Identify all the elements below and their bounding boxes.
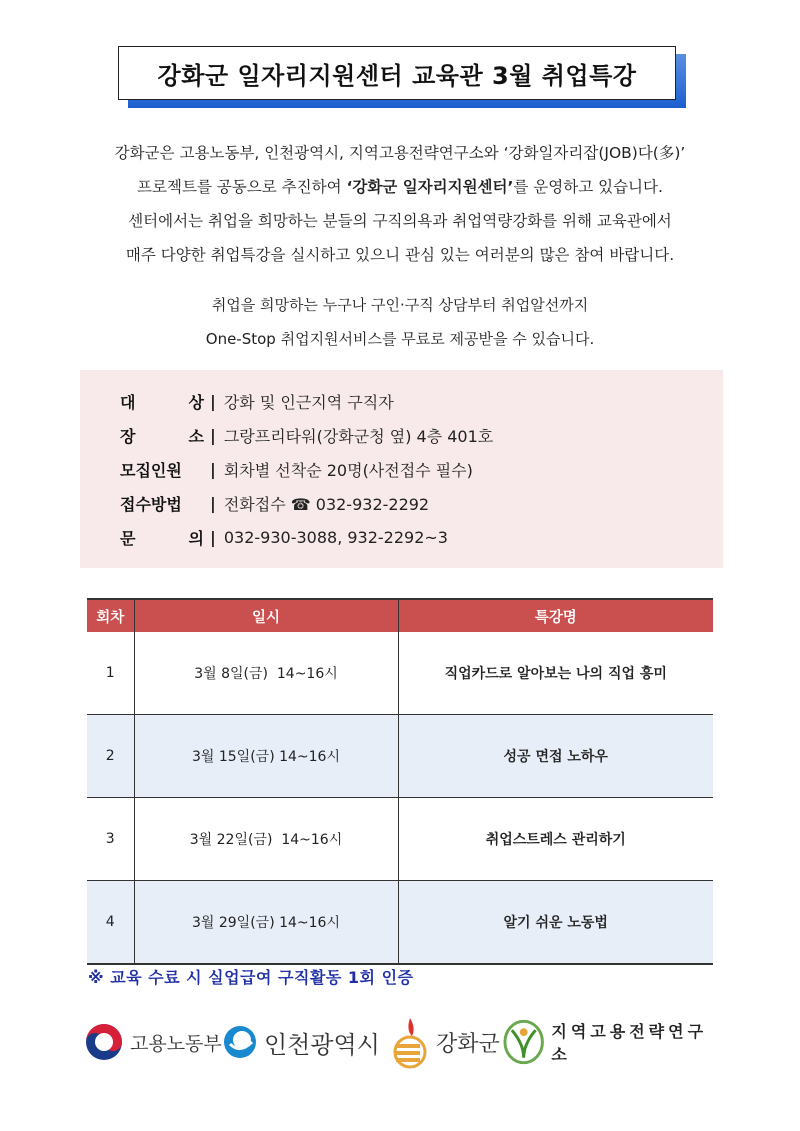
intro-line: 매주 다양한 취업특강을 실시하고 있으니 관심 있는 여러분의 많은 참여 바랍니다. [125,246,675,264]
lecture-title: 취업스트레스 관리하기 [398,798,713,881]
info-value: 그랑프리타워(강화군청 옆) 4층 401호 [223,426,494,446]
info-value: 회차별 선착순 20명(사전접수 필수) [223,460,473,480]
info-label: 문 의 [120,528,204,548]
header-lecture: 특강명 [398,599,713,632]
page-title: 강화군 일자리지원센터 교육관 3월 취업특강 [118,46,676,100]
center-name-bold: ‘강화군 일자리지원센터’ [346,178,514,196]
info-row-capacity [120,454,473,484]
table-row [87,798,713,881]
info-value: 전화접수 ☎ 032-932-2292 [223,494,430,514]
separator: | [210,493,216,513]
logo-ganghwa [390,1012,500,1072]
service-line: 취업을 희망하는 누구나 구인·구직 상담부터 취업알선까지 [211,296,589,314]
info-label: 대 상 [120,392,204,412]
table-row [87,632,713,715]
ganghwa-torch-icon [390,1014,430,1070]
intro-paragraph [80,136,720,272]
logo-label: 인천광역시 [264,1030,380,1059]
session-number: 3 [87,798,134,881]
table-row [87,715,713,798]
info-row-contact [120,522,448,552]
certification-note: ※ 교육 수료 시 실업급여 구직활동 1회 인증 [88,968,414,987]
info-row-target [120,386,394,416]
info-box [80,370,723,568]
service-paragraph [80,288,720,356]
info-value: 강화 및 인근지역 구직자 [223,392,394,412]
intro-text: 프로젝트를 공동으로 추진하여 [137,178,347,196]
session-number: 2 [87,715,134,798]
header-datetime: 일시 [134,599,398,632]
header-session: 회차 [87,599,134,632]
title-banner [118,46,678,102]
session-number: 4 [87,881,134,965]
info-label: 모집인원 [120,460,182,480]
incheon-emblem-icon [222,1022,258,1062]
logo-label: 고용노동부 [130,1032,222,1055]
intro-line [80,170,720,204]
separator: | [210,391,216,411]
logo-research-institute [502,1012,724,1072]
separator: | [210,425,216,445]
logo-incheon [222,1012,380,1072]
session-datetime: 3월 29일(금) 14~16시 [134,881,398,965]
intro-line: 강화군은 고용노동부, 인천광역시, 지역고용전략연구소와 ‘강화일자리잡(JOB)다(多)’ [114,144,686,162]
session-datetime: 3월 22일(금) 14~16시 [134,798,398,881]
session-datetime: 3월 15일(금) 14~16시 [134,715,398,798]
schedule-table [87,598,713,965]
logo-moel [84,1012,222,1072]
session-number: 1 [87,632,134,715]
info-row-registration [120,488,429,518]
leaf-person-icon [502,1018,545,1066]
lecture-title: 성공 면접 노하우 [398,715,713,798]
taegeuk-icon [84,1022,124,1062]
separator: | [210,459,216,479]
intro-text: 를 운영하고 있습니다. [513,178,663,196]
table-row [87,881,713,965]
separator: | [210,527,216,547]
intro-line: 센터에서는 취업을 희망하는 분들의 구직의욕과 취업역량강화를 위해 교육관에서 [128,212,672,230]
lecture-title: 알기 쉬운 노동법 [398,881,713,965]
sponsor-logos [84,1012,724,1072]
info-row-location [120,420,493,450]
logo-label: 지역고용전략연구소 [551,1022,708,1064]
logo-label: 강화군 [436,1031,500,1057]
service-line: One-Stop 취업지원서비스를 무료로 제공받을 수 있습니다. [205,330,595,348]
session-datetime: 3월 8일(금) 14~16시 [134,632,398,715]
lecture-title: 직업카드로 알아보는 나의 직업 흥미 [398,632,713,715]
info-label: 장 소 [120,426,204,446]
table-header-row [87,599,713,632]
info-label: 접수방법 [120,494,182,514]
info-value: 032-930-3088, 932-2292~3 [223,527,448,547]
